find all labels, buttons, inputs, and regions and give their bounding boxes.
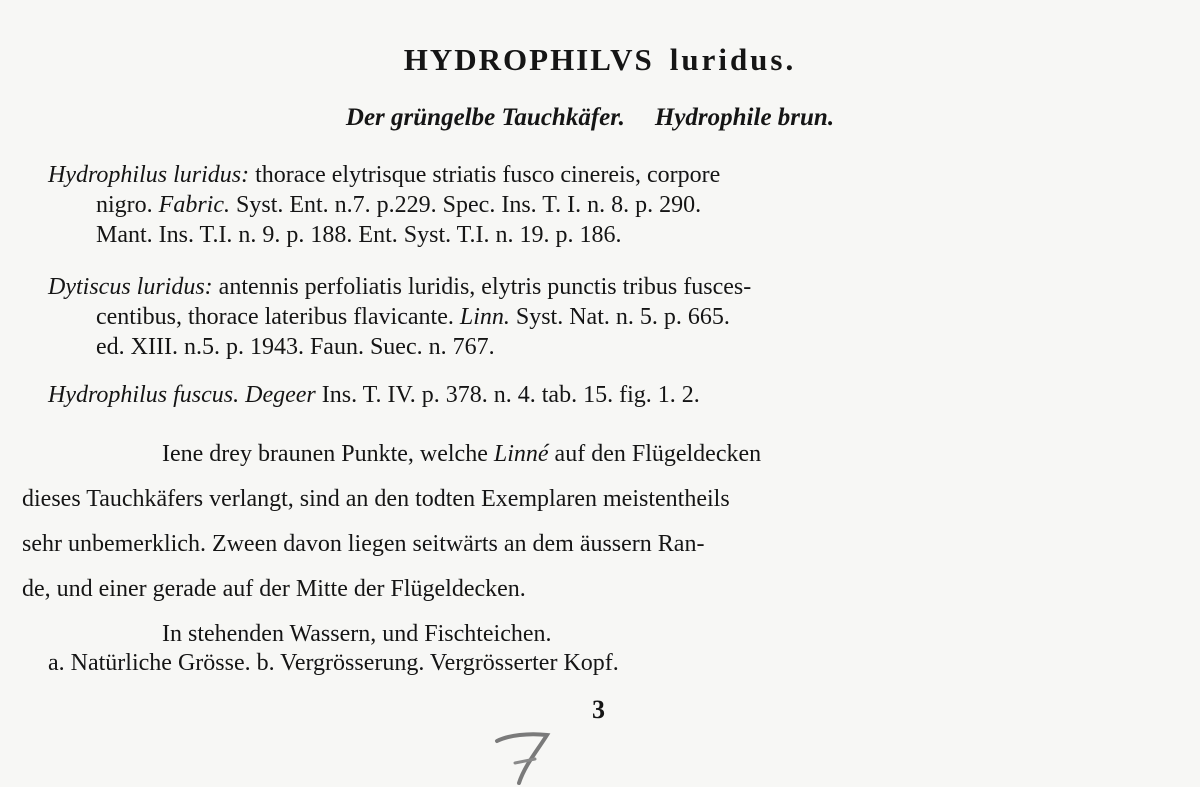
synonym-entry [48, 272, 1168, 362]
synonym-text: centibus, thorace lateribus flavicante. [96, 304, 460, 330]
synonym-line [48, 190, 1168, 220]
citation-text: Syst. Ent. n.7. p.229. Spec. Ins. T. I. n. 8. p. 290. [230, 192, 702, 218]
citation-author: Linn. [459, 304, 510, 330]
body-line: de, und einer gerade auf der Mitte der Flügeldecken. [22, 576, 526, 602]
synonym-line [48, 332, 1168, 362]
body-line: dieses Tauchkäfers verlangt, sind an den todten Exemplaren meistentheils [22, 486, 730, 512]
synonym-line [48, 380, 1168, 410]
citation-author: Fabric. [158, 192, 230, 218]
body-text: Iene drey braunen Punkte, welche [162, 441, 494, 467]
citation-text: Syst. Nat. n. 5. p. 665. [509, 304, 730, 330]
synonym-name: Hydrophilus fuscus. [48, 382, 240, 408]
german-name: Der grüngelbe Tauchkäfer. [345, 104, 625, 131]
citation-text: Ins. T. IV. p. 378. n. 4. tab. 15. fig. 1. 2. [315, 382, 700, 408]
synonym-description: thorace elytrisque striatis fusco cinereis, corpore [249, 162, 721, 188]
synonym-entry [48, 160, 1168, 250]
body-text: auf den Flügeldecken [548, 441, 762, 467]
synonym-line [48, 160, 1168, 190]
body-line: sehr unbemerklich. Zween davon liegen seitwärts an dem äussern Ran- [22, 531, 705, 557]
body-line [22, 432, 1172, 477]
synonym-name: Dytiscus luridus: [48, 274, 213, 300]
page-number: 3 [592, 695, 605, 724]
citation-author: Degeer [245, 382, 316, 408]
title-genus: HYDROPHILVS [403, 42, 654, 77]
synonym-name: Hydrophilus luridus: [48, 162, 250, 188]
synonym-description: antennis perfoliatis luridis, elytris punctis tribus fusces- [212, 274, 752, 300]
page-title [0, 42, 1200, 78]
figure-caption: a. Natürliche Grösse. b. Vergrösserung. Vergrösserter Kopf. [48, 650, 619, 676]
citation-text: Mant. Ins. T.I. n. 9. p. 188. Ent. Syst. T.I. n. 19. p. 186. [96, 222, 622, 248]
handwritten-seven-mark [485, 705, 565, 785]
description-paragraph [22, 432, 1172, 657]
author-name: Linné [493, 441, 549, 467]
habitat-line: In stehenden Wassern, und Fischteichen. [162, 621, 552, 647]
synonym-line [48, 220, 1168, 250]
synonym-text: nigro. [96, 192, 159, 218]
synonym-entry [48, 380, 1168, 410]
french-name: Hydrophile brun. [654, 104, 835, 131]
synonym-line [48, 302, 1168, 332]
common-names [0, 104, 1180, 132]
synonym-line [48, 272, 1168, 302]
citation-text: ed. XIII. n.5. p. 1943. Faun. Suec. n. 767. [96, 334, 495, 360]
title-species: luridus. [669, 42, 797, 77]
